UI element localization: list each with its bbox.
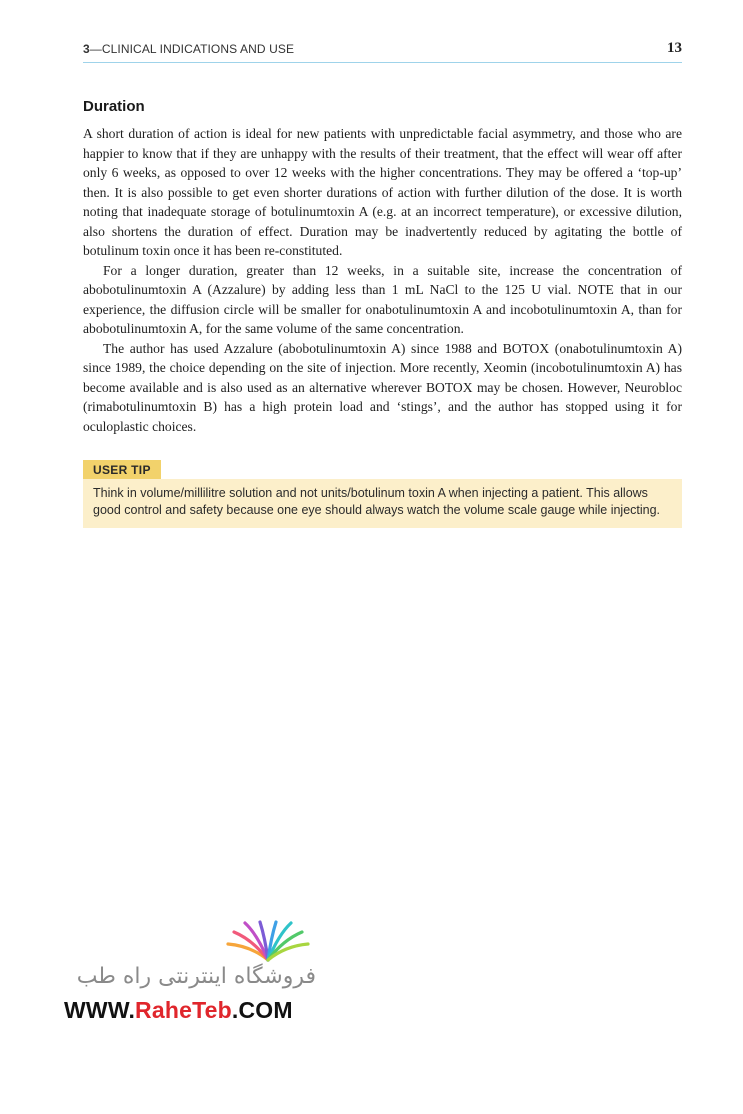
watermark-url <box>64 997 293 1024</box>
watermark-persian-text: فروشگاه اینترنتی راه طب <box>76 964 316 989</box>
paragraph-1: A short duration of action is ideal for new patients with unpredictable facial asymmetry, and those who are happier to know that if they are unhappy with the results of their treatment, that the effect will wear off after only 6 weeks, as opposed to over 12 weeks with the higher concentrations. They may be offered a ‘top-up’ then. It is also possible to get even shorter durations of action with further dilution of the dose. It is worth noting that inadequate storage of botulinumtoxin A (e.g. at an incorrect temperature), or excessive dilution, also shortens the duration of effect. Duration may be inadvertently reduced by agitating the bottle of botulinum toxin once it has been re-constituted. <box>83 126 682 258</box>
user-tip-label: USER TIP <box>83 460 161 479</box>
watermark-url-brand: RaheTeb <box>135 997 232 1023</box>
open-book-logo-icon <box>225 920 311 964</box>
body-text <box>83 124 682 436</box>
running-head-title <box>83 42 294 56</box>
user-tip-box <box>83 460 682 528</box>
watermark-url-prefix: WWW. <box>64 997 136 1023</box>
chapter-title: —CLINICAL INDICATIONS AND USE <box>89 42 295 56</box>
watermark-url-suffix: .COM <box>231 997 293 1023</box>
paragraph-2: For a longer duration, greater than 12 weeks, in a suitable site, increase the concentration of abobotulinumtoxin A (Azzalure) by adding less than 1 mL NaCl to the 125 U vial. NOTE that in our experience, the diffusion circle will be smaller for onabotulinumtoxin A and incobotulinumtoxin A, than for abobotulinumtoxin A, for the same volume of the same concentration. <box>83 262 682 336</box>
chapter-number: 3 <box>83 42 90 56</box>
page-number: 13 <box>667 40 682 56</box>
section-heading: Duration <box>83 98 145 115</box>
paragraph-3: The author has used Azzalure (abobotulinumtoxin A) since 1988 and BOTOX (onabotulinumtoxin A) since 1989, the choice depending on the site of injection. More recently, Xeomin (incobotulinumtoxin A) has become available and is also used as an alternative wherever BOTOX may be chosen. However, Neurobloc (rimabotulinumtoxin B) has a high protein load and ‘stings’, and the author has stopped using it for oculoplastic choices. <box>83 340 682 434</box>
user-tip-text: Think in volume/millilitre solution and not units/botulinum toxin A when injecting a patient. This allows good control and safety because one eye should always watch the volume scale gauge while injecting. <box>83 479 682 528</box>
running-header <box>83 40 682 63</box>
watermark <box>60 920 320 1030</box>
